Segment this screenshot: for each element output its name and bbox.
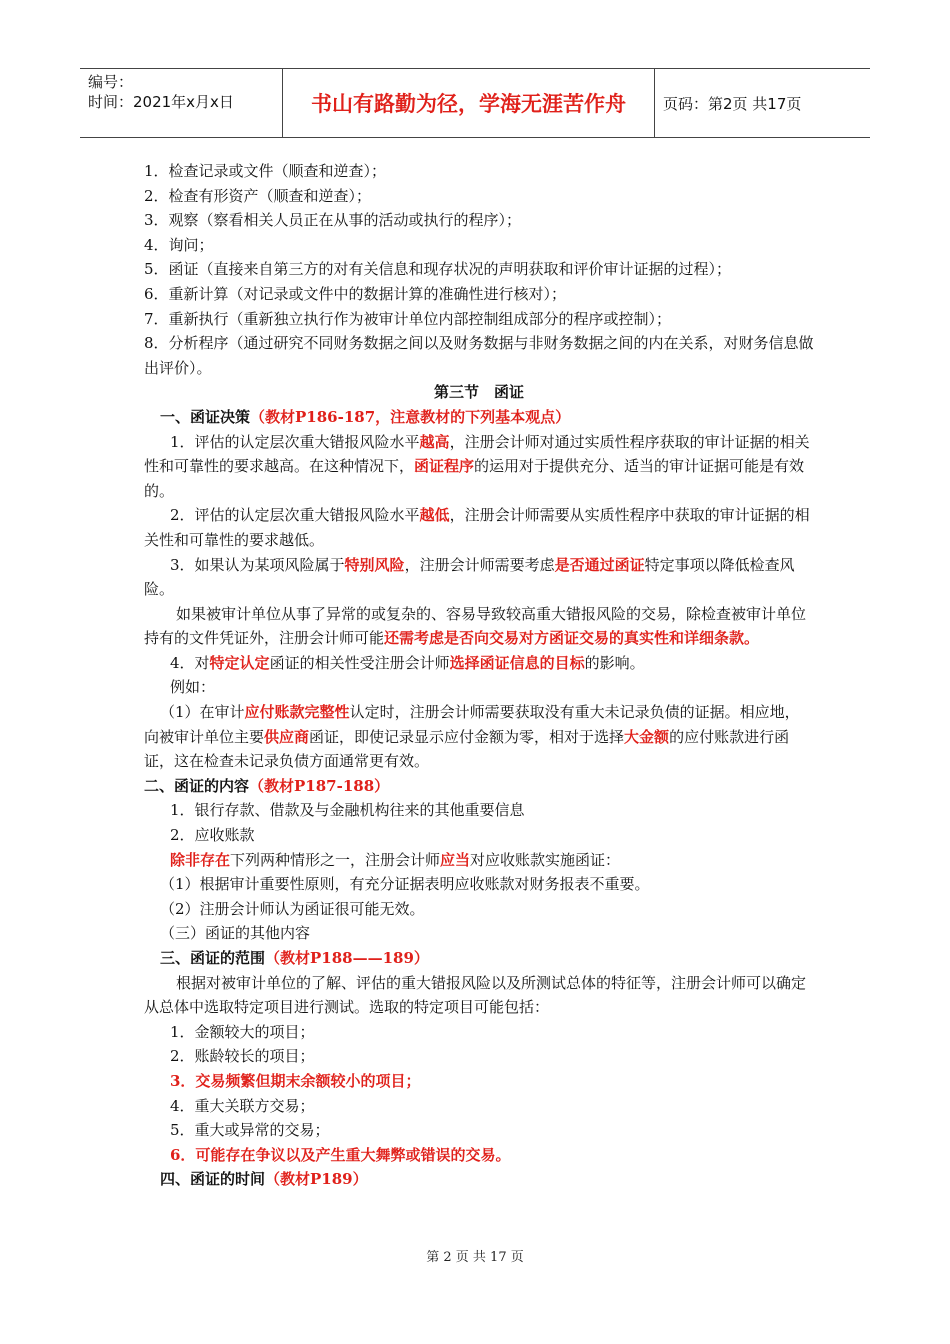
text-run: 1．评估的认定层次重大错报风险水平 (170, 432, 420, 451)
paragraph: 例如： (170, 678, 216, 697)
list-item: 6．可能存在争议以及产生重大舞弊或错误的交易。 (170, 1145, 511, 1164)
list-item: （1）根据审计重要性原则，有充分证据表明应收账款对财务报表不重要。 (160, 875, 650, 894)
text-run: 特定事项以降低检查风险。 (144, 555, 795, 599)
text-run: 认定时，注册会计师需要获取没有重大未记录负债的证据。相应地，向被审计单位主要 (144, 703, 800, 746)
highlight-run: 供应商 (264, 727, 310, 746)
list-item: 1．金额较大的项目； (170, 1022, 315, 1041)
list-item: （2）注册会计师认为函证很可能无效。 (160, 899, 425, 918)
highlight-run: 越高 (419, 432, 450, 451)
list-item: 2．应收账款 (170, 826, 255, 845)
highlight-run: 大金额 (624, 727, 670, 746)
section-4-title: 四、函证的时间 (160, 1170, 266, 1189)
list-item: 2．账龄较长的项目； (170, 1047, 315, 1066)
section-3-heading (144, 946, 814, 971)
text-run: 4．对 (170, 653, 210, 672)
paragraph (144, 651, 814, 676)
text-run: ，注册会计师对通过实质性程序获取的审计证据的相关性和可靠性的要求越高。在这种情况下， (144, 432, 810, 476)
paragraph (144, 700, 814, 774)
section-1-ref: （教材P186-187，注意教材的下列基本观点） (250, 407, 571, 426)
highlight-run: 应当 (440, 850, 471, 869)
section-2-title: 二、函证的内容 (144, 776, 250, 795)
list-item: （三）函证的其他内容 (160, 924, 311, 943)
highlight-run: 特别风险 (344, 555, 405, 574)
highlight-run: 是否通过函证 (554, 555, 645, 574)
highlight-run: 特定认定 (209, 653, 270, 672)
highlight-run: 除非存在 (170, 850, 231, 869)
section-2-heading (144, 774, 814, 799)
paragraph (144, 503, 814, 552)
text-run: ，注册会计师需要考虑 (404, 555, 555, 574)
page-footer: 第 2 页 共 17 页 (426, 1250, 524, 1265)
procedure-item: 7．重新执行（重新独立执行作为被审计单位内部控制组成部分的程序或控制）； (144, 309, 672, 328)
procedure-item: 6．重新计算（对记录或文件中的数据计算的准确性进行核对）； (144, 284, 567, 303)
section-3-title: 三、函证的范围 (160, 949, 266, 967)
header-number-label: 编号： (88, 73, 134, 91)
highlight-run: 应付账款完整性 (244, 703, 350, 722)
text-run: 3．如果认为某项风险属于 (170, 555, 345, 574)
text-run: 2．评估的认定层次重大错报风险水平 (170, 506, 420, 525)
paragraph (144, 602, 814, 651)
highlight-run: 选择函证信息的目标 (449, 653, 585, 672)
section-3-ref: （教材P188——189） (265, 949, 429, 967)
header-time-label: 时间：2021年x月x日 (88, 93, 234, 111)
header-page-info: 页码：第2页 共17页 (663, 94, 802, 113)
highlight-run: 越低 (419, 506, 450, 525)
procedure-item: 2．检查有形资产（顺查和逆查）； (144, 186, 372, 205)
text-run: 函证的相关性受注册会计师 (269, 653, 450, 672)
section-title: 第三节 函证 (433, 383, 524, 402)
procedure-item: 3．观察（察看相关人员正在从事的活动或执行的程序）； (144, 211, 522, 230)
procedure-item: 1．检查记录或文件（顺查和逆查）； (144, 162, 387, 180)
text-run: 的影响。 (584, 653, 645, 672)
header-meta (80, 69, 283, 137)
list-item: 5．重大或异常的交易； (170, 1121, 330, 1140)
header-motto: 书山有路勤为径，学海无涯苦作舟 (283, 69, 655, 137)
procedure-item: 4．询问； (144, 235, 214, 254)
section-1-title: 一、函证决策 (160, 407, 251, 426)
text-run: （1）在审计 (160, 703, 245, 722)
procedure-item: 8．分析程序（通过研究不同财务数据之间以及财务数据与非财务数据之间的内在关系，对财务信息做出评价）。 (144, 334, 814, 377)
section-4-heading (144, 1167, 814, 1192)
paragraph (144, 848, 814, 873)
paragraph (144, 553, 814, 602)
text-run: 的应付账款进行函证，这在检查未记录负债方面通常更有效。 (144, 727, 790, 771)
highlight-run: 函证程序 (414, 457, 475, 476)
document-body (144, 159, 814, 1192)
list-item: 3．交易频繁但期末余额较小的项目； (170, 1071, 421, 1090)
section-4-ref: （教材P189） (265, 1170, 368, 1189)
list-item: 4．重大关联方交易； (170, 1096, 315, 1115)
text-run: 的运用对于提供充分、适当的审计证据可能是有效的。 (144, 457, 805, 500)
text-run: 函证，即使记录显示应付金额为零，相对于选择 (309, 727, 625, 746)
text-run: 对应收账款实施函证： (470, 850, 621, 869)
text-run: ，注册会计师需要从实质性程序中获取的审计证据的相关性和可靠性的要求越低。 (144, 506, 810, 549)
header-table (80, 68, 870, 138)
paragraph (144, 430, 814, 504)
procedure-item: 5．函证（直接来自第三方的对有关信息和现存状况的声明获取和评价审计证据的过程）； (144, 260, 732, 279)
highlight-run: 还需考虑是否向交易对方函证交易的真实性和详细条款。 (384, 629, 760, 648)
text-run: 下列两种情形之一，注册会计师 (230, 850, 441, 869)
text-run: 如果被审计单位从事了异常的或复杂的、容易导致较高重大错报风险的交易，除检查被审计单位持有的文件凭证外，注册会计师可能 (144, 604, 807, 648)
section-1-heading (144, 405, 814, 430)
section-2-ref: （教材P187-188） (249, 776, 390, 795)
list-item: 1．银行存款、借款及与金融机构往来的其他重要信息 (170, 801, 525, 820)
paragraph: 根据对被审计单位的了解、评估的重大错报风险以及所测试总体的特征等，注册会计师可以确定从总体中选取特定项目进行测试。选取的特定项目可能包括： (144, 973, 807, 1017)
